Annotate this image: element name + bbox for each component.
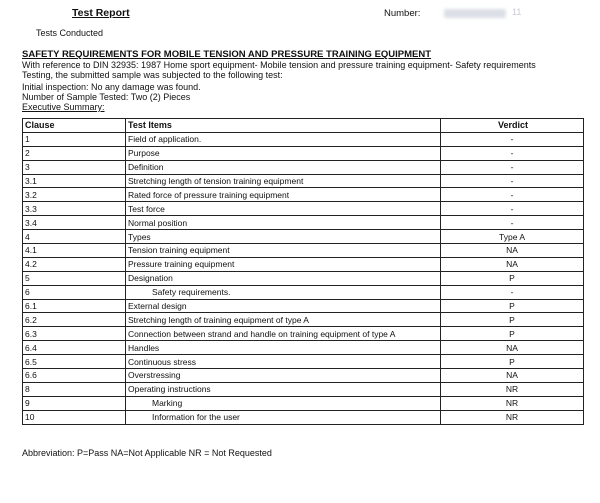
verdict-cell: P <box>441 271 584 285</box>
table-row <box>23 382 584 396</box>
clause-cell: 8 <box>23 382 126 396</box>
clause-cell: 3.2 <box>23 188 126 202</box>
clause-cell: 3.1 <box>23 174 126 188</box>
table-row <box>23 285 584 299</box>
verdict-cell: NR <box>441 396 584 410</box>
test-item-cell: Tension training equipment <box>126 244 441 258</box>
test-item-cell: Types <box>126 230 441 244</box>
clause-cell: 3.3 <box>23 202 126 216</box>
verdict-cell: NR <box>441 410 584 424</box>
table-row <box>23 244 584 258</box>
clause-cell: 4.2 <box>23 257 126 271</box>
test-item-cell: Overstressing <box>126 369 441 383</box>
table-row <box>23 271 584 285</box>
table-row <box>23 202 584 216</box>
verdict-cell: NA <box>441 257 584 271</box>
test-item-cell: Test force <box>126 202 441 216</box>
report-title: Test Report <box>72 7 130 19</box>
clause-cell: 10 <box>23 410 126 424</box>
verdict-cell: P <box>441 355 584 369</box>
table-row <box>23 327 584 341</box>
test-item-cell: Operating instructions <box>126 382 441 396</box>
verdict-cell: P <box>441 327 584 341</box>
test-item-cell: Marking <box>126 396 441 410</box>
verdict-cell: - <box>441 285 584 299</box>
table-body <box>23 132 584 424</box>
clause-cell: 4.1 <box>23 244 126 258</box>
table-row <box>23 160 584 174</box>
table-row <box>23 146 584 160</box>
test-item-cell: Purpose <box>126 146 441 160</box>
verdict-cell: - <box>441 202 584 216</box>
clause-cell: 4 <box>23 230 126 244</box>
table-row <box>23 132 584 146</box>
table-row <box>23 188 584 202</box>
verdict-cell: NA <box>441 369 584 383</box>
verdict-cell: - <box>441 160 584 174</box>
test-item-cell: Connection between strand and handle on training equipment of type A <box>126 327 441 341</box>
table-row <box>23 410 584 424</box>
table-row <box>23 299 584 313</box>
test-item-cell: Safety requirements. <box>126 285 441 299</box>
number-label: Number: <box>384 8 421 19</box>
clause-cell: 1 <box>23 132 126 146</box>
table-header-row <box>23 119 584 133</box>
report-number-tail: 11 <box>512 7 522 17</box>
clause-cell: 6 <box>23 285 126 299</box>
verdict-cell: NA <box>441 341 584 355</box>
clause-cell: 6.6 <box>23 369 126 383</box>
test-items-header: Test Items <box>126 119 441 133</box>
abbreviation-note: Abbreviation: P=Pass NA=Not Applicable NR = Not Requested <box>22 448 272 458</box>
table-row <box>23 174 584 188</box>
verdict-cell: - <box>441 146 584 160</box>
table-row <box>23 341 584 355</box>
table-row <box>23 313 584 327</box>
table-row <box>23 396 584 410</box>
verdict-cell: - <box>441 188 584 202</box>
clause-cell: 6.4 <box>23 341 126 355</box>
table-row <box>23 257 584 271</box>
tests-conducted-label: Tests Conducted <box>36 28 104 38</box>
clause-cell: 6.5 <box>23 355 126 369</box>
test-item-cell: Pressure training equipment <box>126 257 441 271</box>
verdict-cell: - <box>441 174 584 188</box>
table-row <box>23 369 584 383</box>
test-item-cell: Information for the user <box>126 410 441 424</box>
clause-cell: 9 <box>23 396 126 410</box>
table-row <box>23 355 584 369</box>
clause-cell: 6.2 <box>23 313 126 327</box>
test-item-cell: Field of application. <box>126 132 441 146</box>
clause-cell: 2 <box>23 146 126 160</box>
executive-summary-label: Executive Summary: <box>22 102 105 112</box>
clause-cell: 5 <box>23 271 126 285</box>
verdict-cell: Type A <box>441 230 584 244</box>
test-item-cell: Stretching length of tension training equipment <box>126 174 441 188</box>
test-item-cell: Definition <box>126 160 441 174</box>
test-item-cell: Rated force of pressure training equipment <box>126 188 441 202</box>
clause-cell: 6.3 <box>23 327 126 341</box>
section-heading: SAFETY REQUIREMENTS FOR MOBILE TENSION AND PRESSURE TRAINING EQUIPMENT <box>22 49 432 60</box>
verdict-cell: - <box>441 216 584 230</box>
verdict-cell: - <box>441 132 584 146</box>
clause-cell: 3 <box>23 160 126 174</box>
verdict-cell: NA <box>441 244 584 258</box>
verdict-cell: NR <box>441 382 584 396</box>
test-item-cell: Continuous stress <box>126 355 441 369</box>
clause-cell: 3.4 <box>23 216 126 230</box>
test-item-cell: Normal position <box>126 216 441 230</box>
test-item-cell: Handles <box>126 341 441 355</box>
summary-table <box>22 118 584 425</box>
clause-cell: 6.1 <box>23 299 126 313</box>
test-item-cell: Designation <box>126 271 441 285</box>
verdict-cell: P <box>441 299 584 313</box>
clause-header: Clause <box>23 119 126 133</box>
verdict-cell: P <box>441 313 584 327</box>
sample-count-line: Number of Sample Tested: Two (2) Pieces <box>22 92 191 102</box>
test-item-cell: External design <box>126 299 441 313</box>
inspection-line: Initial inspection: No any damage was found. <box>22 82 201 92</box>
test-item-cell: Stretching length of training equipment of type A <box>126 313 441 327</box>
testing-line: Testing, the submitted sample was subjected to the following test: <box>22 70 283 80</box>
reference-line: With reference to DIN 32935: 1987 Home sport equipment- Mobile tension and pressure training equipment- Safety requirements <box>22 60 536 70</box>
report-number-redacted <box>440 7 530 20</box>
table-row <box>23 216 584 230</box>
table-row <box>23 230 584 244</box>
verdict-header: Verdict <box>441 119 584 133</box>
